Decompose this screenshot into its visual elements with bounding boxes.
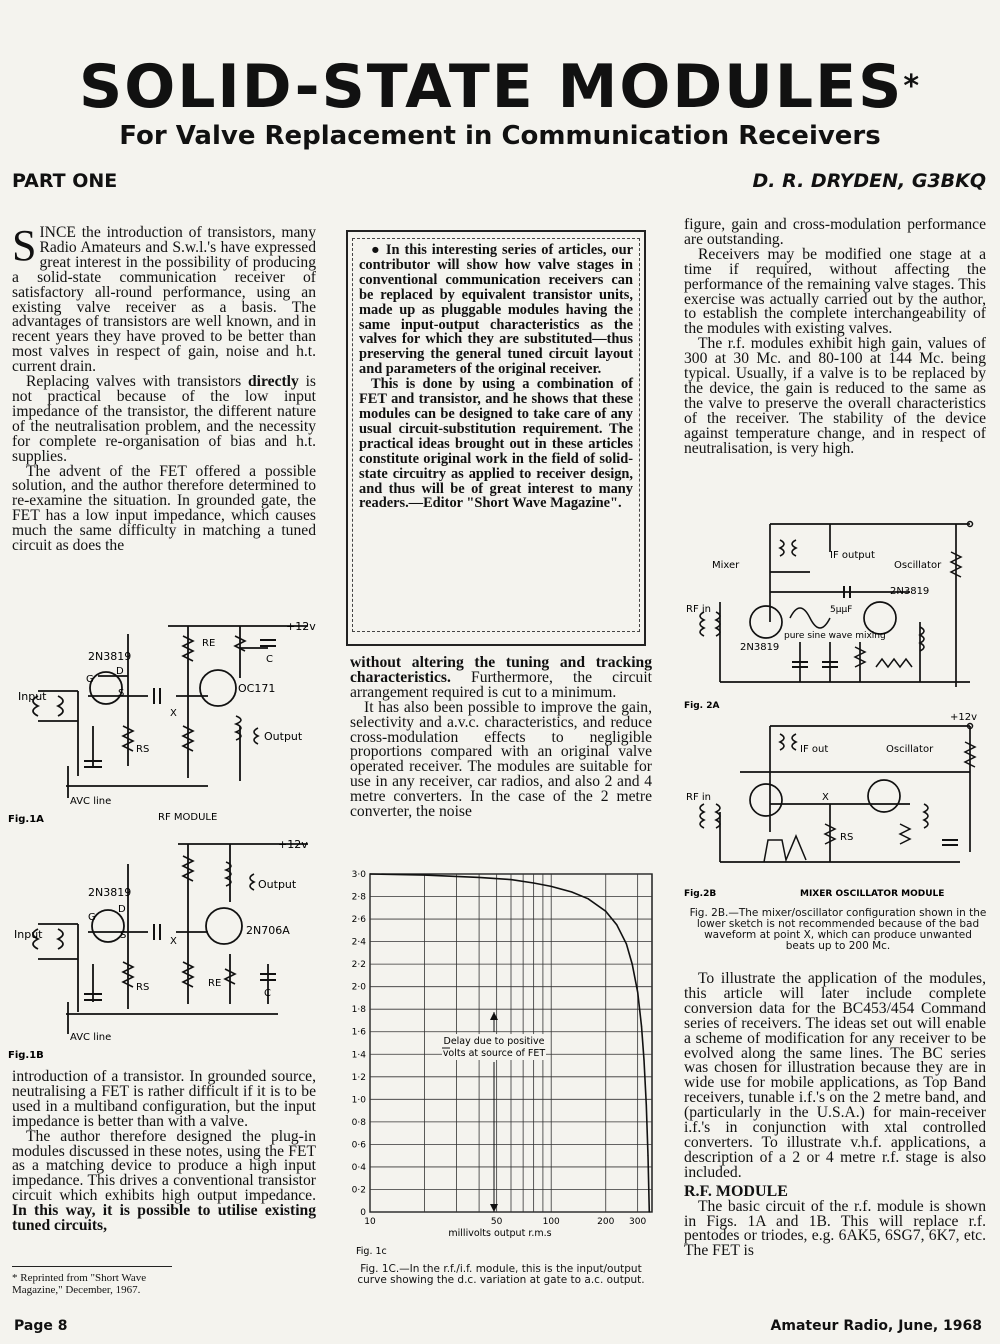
- editor-note-box: [346, 230, 646, 646]
- transistor-symbol-1a: [200, 670, 236, 706]
- fig1b-fet-label: 2N3819: [88, 886, 132, 899]
- chart-data-point: [632, 964, 633, 965]
- fig2b-if-out-label: IF out: [800, 744, 829, 755]
- journal-name: Amateur Radio, June, 1968: [770, 1318, 982, 1334]
- column-3-bottom: [684, 972, 986, 1259]
- chart-data-point: [424, 875, 425, 876]
- fig1a-c: C: [266, 654, 273, 665]
- chart-y-tick-label: 0·4: [351, 1162, 366, 1173]
- figure-1b-schematic: [8, 834, 326, 1066]
- page-number: Page 8: [14, 1318, 68, 1334]
- editor-note-p1: ● In this interesting series of articles, our contributor will show how valve stages in conventional communication receivers can be replaced by equivalent transistor units, made up as pluggable modules having the same input-output characteristics as the valves for which they are substituted—thus preserving the general tuned circuit layout and parameters of the original receiver.: [359, 242, 633, 378]
- chart-y-tick-label: 1·2: [351, 1072, 366, 1083]
- editor-note-inner: [352, 238, 640, 632]
- chart-y-tick-label: 0·8: [351, 1117, 366, 1128]
- chart-data-point: [626, 943, 627, 944]
- fig1b-input-label: Input: [14, 928, 43, 941]
- page-subtitle: For Valve Replacement in Communication Receivers: [119, 121, 881, 151]
- title-footnote-mark: *: [903, 69, 922, 104]
- paragraph-9: Receivers may be modified one stage at a time if required, without affecting the performance of the remaining valve stages. This exercise was actually carried out by the author, to establish the complete interchangeability of the modules with existing valves.: [684, 245, 986, 338]
- paragraph-5: The author therefore designed the plug-in modules discussed in these notes, using the FET as a matching device to produce a high input impedance. This drives a conventional transistor circuit which exhibits high output impedance. In this way, it is possible to utilise existing tuned circuits,: [12, 1127, 316, 1235]
- figure-2a-schematic: [680, 512, 992, 712]
- chart-y-tick-label: 2·6: [351, 915, 366, 926]
- chart-data-point: [646, 1104, 647, 1105]
- fet-symbol-2b-osc: [868, 780, 900, 812]
- footnote: * Reprinted from "Short Wave Magazine," December, 1967.: [12, 1272, 147, 1296]
- chart-annotation-line-2: volts at source of FET: [442, 1048, 546, 1059]
- paragraph-1: SINCE the introduction of transistors, many Radio Amateurs and S.w.l.'s have expressed great interest in the possibility of producing a solid-state communication receiver of satisfactory all-round performance, using an existing valve receiver as a basis. The advantages of transistors are well known, and in recent years they have proved to be better than most valves in respect of gain, noise and h.t. current drain.: [12, 221, 316, 376]
- chart-caption: Fig. 1C.—In the r.f./i.f. module, this is the input/output curve showing the d.c. variation at gate to a.c. output.: [357, 1263, 645, 1286]
- paragraph-3: The advent of the FET offered a possible solution, and the author therefore determined to re-examine the situation. In grounded gate, the FET has a low input impedance, which causes much the same difficulty in matching a tuned circuit as does the: [12, 462, 316, 555]
- paragraph-6: without altering the tuning and tracking characteristics. Furthermore, the circuit arrangement required is cut to a minimum.: [350, 654, 652, 701]
- fig2b-name: MIXER OSCILLATOR MODULE: [800, 889, 945, 899]
- fig1a-d: D: [116, 666, 124, 677]
- chart-y-tick-label: 2·4: [351, 937, 366, 948]
- fet-symbol-2a-mixer: [750, 606, 782, 638]
- fig1b-output-label: Output: [258, 878, 297, 891]
- fig1a-input-label: Input: [18, 690, 47, 703]
- column-1-bottom: [12, 1070, 316, 1234]
- fig1b-rs: RS: [136, 982, 150, 993]
- fig1a-g: G: [86, 674, 94, 685]
- paragraph-8: figure, gain and cross-modulation performance are outstanding.: [684, 216, 986, 248]
- paragraph-12: The basic circuit of the r.f. module is shown in Figs. 1A and 1B. This will replace r.f. pentodes or triodes, e.g. 6AK5, 6SG7, 6K7, etc. The FET is: [684, 1197, 986, 1260]
- chart-y-tick-label: 1·6: [351, 1027, 366, 1038]
- figure-2b-schematic: [680, 712, 992, 902]
- fig2a-oscillator-label: Oscillator: [894, 560, 942, 571]
- chart-data-point: [588, 898, 589, 899]
- fig1b-supply-label: +12v: [278, 838, 308, 851]
- fig1b-avc-label: AVC line: [70, 1032, 112, 1043]
- fig1b-g: G: [88, 912, 96, 923]
- fig1a-avc-label: AVC line: [70, 796, 112, 807]
- fig1a-rs: RS: [136, 744, 150, 755]
- chart-x-tick-label: 200: [597, 1217, 615, 1227]
- editor-note-p2: This is done by using a combination of FET and transistor, and he shows that these modules can be designed to take care of any usual circuit-substitution requirement. The practical ideas brought out in these articles constitute original work in the field of solid-state circuitry as applied to receiver design, and thus will be of great interest to many readers.—Editor "Short Wave Magazine".: [359, 376, 633, 512]
- section-heading-rf-module: R.F. MODULE: [684, 1182, 788, 1200]
- chart-data-point: [647, 1155, 648, 1156]
- column-3-top: [684, 218, 986, 457]
- page-title: SOLID-STATE MODULES*: [78, 52, 922, 122]
- fig1b-c: C: [264, 988, 271, 999]
- chart-x-axis-label: millivolts output r.m.s: [448, 1228, 552, 1239]
- fig2b-rs-label: RS: [840, 832, 854, 843]
- drop-cap: S: [12, 221, 37, 270]
- chart-y-tick-label: 2·8: [351, 892, 366, 903]
- paragraph-2: Replacing valves with transistors directly is not practical because of the low input impedance of the transistor, the different nature of the neutralisation problem, and the necessity for complete re-organisation of bias and h.t. supplies.: [12, 373, 316, 465]
- fig2b-x-label: X: [822, 792, 829, 803]
- chart-data-point: [510, 879, 511, 880]
- paragraph-4: introduction of a transistor. In grounded source, neutralising a FET is rather difficult if it is to be used in a multiband configuration, but the input impedance is better than with a valve.: [12, 1068, 316, 1130]
- fig2b-rf-in-label: RF in: [686, 792, 711, 803]
- paragraph-11: To illustrate the application of the modules, this article will later include complete conversion data for the BC453/454 Command series of receivers. The ideas set out will enable a scheme of modification for any receiver to be evolved along the same lines. The BC series was chosen for illustration because they are in wide use for mobile applications, as Top Band receivers, tunable i.f.'s on the 2 metre band, and (particularly in the U.S.A.) for main-receiver i.f.'s in conjunction with xtal controlled converters. To illustrate v.h.f. applications, a description of a 2 or 4 metre r.f. stage is also included.: [684, 970, 986, 1181]
- fig1b-label: Fig.1B: [8, 1050, 44, 1061]
- fig1b-d: D: [118, 904, 126, 915]
- chart-data-point: [533, 882, 534, 883]
- chart-y-tick-label: 1·0: [351, 1095, 366, 1106]
- fig1a-label: Fig.1A: [8, 814, 44, 825]
- fig1b-re: RE: [208, 978, 222, 989]
- transistor-symbol-1b: [206, 908, 242, 944]
- fig2b-supply-label: +12v: [950, 712, 978, 723]
- chart-y-tick-label: 1·4: [351, 1050, 366, 1061]
- fig2b-oscillator-label: Oscillator: [886, 744, 934, 755]
- fet-symbol-2a-osc: [864, 602, 896, 634]
- fig1a-x: X: [170, 708, 177, 719]
- chart-data-point: [369, 873, 370, 874]
- chart-data-point: [571, 891, 572, 892]
- chart-annotation-line-1: Delay due to positive: [443, 1036, 545, 1047]
- fig2a-fet2-label: 2N3819: [890, 586, 930, 597]
- fig2a-fet1-label: 2N3819: [740, 642, 780, 653]
- fig1a-fet-label: 2N3819: [88, 650, 132, 663]
- fig2a-rf-in-label: RF in: [686, 604, 711, 615]
- chart-data-point: [637, 992, 638, 993]
- chart-data-point: [643, 1059, 644, 1060]
- chart-x-tick-label: 10: [364, 1217, 376, 1227]
- chart-y-tick-label: 1·8: [351, 1005, 366, 1016]
- paragraph-10: The r.f. modules exhibit high gain, values of 300 at 30 Mc. and 80-100 at 144 Mc. being typical. Usually, if a valve is to be replaced by the device, the gain is reduced to the same as the valve to preserve the overall characteristics of the receiver. The stability of the device against temperature change, and in respect of neutralisation, is very high.: [684, 335, 986, 457]
- fig2a-cap-label: 5μμF: [830, 605, 853, 615]
- chart-y-tick-label: 0·6: [351, 1140, 366, 1151]
- chart-y-tick-label: 3·0: [351, 870, 366, 880]
- fig1b-x: X: [170, 936, 177, 947]
- fig1a-output-label: Output: [264, 730, 303, 743]
- chart-y-tick-label: 0: [360, 1208, 366, 1218]
- fig2b-caption: Fig. 2B.—The mixer/oscillator configuration shown in the lower sketch is not recommended because of the bad waveform at point X, which can produce unwanted beats up to 200 Mc.: [689, 907, 987, 952]
- fet-symbol-2b-mixer: [750, 784, 782, 816]
- footnote-rule: [12, 1266, 172, 1267]
- fig2a-wave-label: pure sine wave mixing: [784, 631, 886, 641]
- chart-data-point: [605, 911, 606, 912]
- chart-data-point: [616, 924, 617, 925]
- paragraph-7: It has also been possible to improve the gain, selectivity and a.v.c. characteristics, and reduce cross-modulation effects to negligible proportions compared with an original valve operated receiver. The modules are suitable for use in any receiver, car radios, and also 2 and 4 metre converters. In the case of the 2 metre converter, the noise: [350, 698, 652, 821]
- chart-x-tick-label: 50: [490, 1217, 503, 1227]
- column-1-top: [12, 221, 316, 555]
- fig1b-transistor-label: 2N706A: [246, 924, 290, 937]
- fig2b-label: Fig.2B: [684, 889, 717, 899]
- chart-data-point: [478, 877, 479, 878]
- fig1a-supply-label: +12v: [286, 620, 316, 633]
- fig1a-name: RF MODULE: [158, 812, 218, 823]
- fig1b-s: S: [120, 930, 127, 941]
- chart-y-tick-label: 2·2: [351, 960, 366, 971]
- figure-1a-schematic: [8, 616, 326, 828]
- chart-figure-label: Fig. 1c: [356, 1246, 387, 1257]
- fig1a-s: S: [118, 688, 125, 699]
- chart-data-point: [551, 886, 552, 887]
- author-byline: D. R. DRYDEN, G3BKQ: [752, 170, 986, 192]
- column-2-text: [350, 656, 652, 820]
- fig2a-label: Fig. 2A: [684, 701, 720, 711]
- fig2a-mixer-label: Mixer: [712, 560, 740, 571]
- fig2a-if-output-label: IF output: [830, 550, 875, 561]
- chart-x-tick-label: 100: [542, 1217, 560, 1227]
- part-label: PART ONE: [12, 170, 118, 192]
- chart-y-tick-label: 2·0: [351, 982, 366, 993]
- chart-data-point: [649, 1211, 650, 1212]
- fig1a-transistor-label: OC171: [238, 682, 276, 695]
- chart-x-tick-label: 300: [629, 1217, 647, 1227]
- chart-y-tick-label: 0·2: [351, 1185, 366, 1196]
- figure-1c-chart: [340, 862, 660, 1286]
- fig1a-re: RE: [202, 638, 216, 649]
- chart-data-point: [641, 1026, 642, 1027]
